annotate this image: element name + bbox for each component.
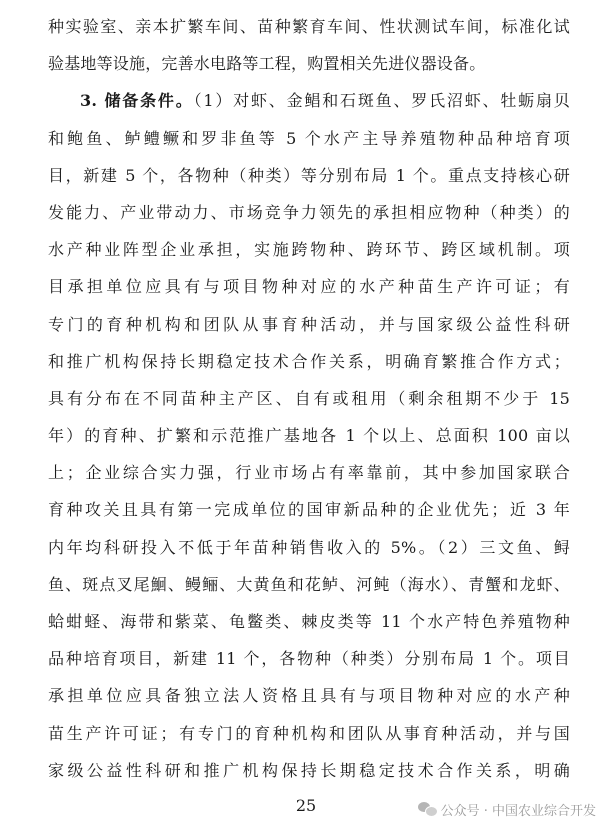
text-line-3 bbox=[48, 82, 570, 119]
text-line-21: 家级公益性科研和推广机构保持长期稳定技术合作关系，明确 bbox=[48, 760, 570, 780]
text-line-3-body: （1）对虾、金鲳和石斑鱼、罗氏沼虾、牡蛎扇贝 bbox=[193, 91, 570, 111]
watermark bbox=[418, 798, 596, 820]
text-line-16: 鱼、斑点叉尾鮰、鳗鲡、大黄鱼和花鲈、河鲀（海水）、青蟹和龙虾、 bbox=[48, 574, 570, 594]
text-line-7: 水产种业阵型企业承担，实施跨物种、跨环节、跨区域机制。项 bbox=[48, 240, 570, 260]
text-line-14: 育种攻关且具有第一完成单位的国审新品种的企业优先；近 3 年 bbox=[48, 500, 570, 520]
text-line-18: 品种培育项目，新建 11 个，各物种（种类）分别布局 1 个。项目 bbox=[48, 649, 570, 669]
text-line-15: 内年均科研投入不低于年苗种销售收入的 5%。（2）三文鱼、鲟 bbox=[48, 537, 570, 557]
page-number: 25 bbox=[295, 796, 317, 815]
text-line-1: 种实验室、亲本扩繁车间、苗种繁育车间、性状测试车间，标准化试 bbox=[48, 17, 570, 36]
text-line-13: 上；企业综合实力强，行业市场占有率靠前，其中参加国家联合 bbox=[48, 463, 570, 483]
text-line-17: 蛤蚶蛏、海带和紫菜、龟鳖类、棘皮类等 11 个水产特色养殖物种 bbox=[48, 612, 570, 631]
text-line-6: 发能力、产业带动力、市场竞争力领先的承担相应物种（种类）的 bbox=[48, 202, 570, 222]
body-text bbox=[48, 8, 570, 789]
text-line-11: 具有分布在不同苗种主产区、自有或租用（剩余租期不少于 15 bbox=[48, 388, 570, 408]
text-line-2: 验基地等设施，完善水电路等工程，购置相关先进仪器设备。 bbox=[48, 54, 486, 74]
section-heading: 3. 储备条件。 bbox=[80, 91, 194, 111]
text-line-8: 目承担单位应具有与项目物种对应的水产种苗生产许可证；有 bbox=[48, 277, 570, 297]
text-line-10: 和推广机构保持长期稳定技术合作关系，明确育繁推合作方式； bbox=[48, 351, 570, 371]
text-line-20: 苗生产许可证；有专门的育种机构和团队从事育种活动，并与国 bbox=[48, 723, 570, 743]
text-line-4: 和鲍鱼、鲈鳢鳜和罗非鱼等 5 个水产主导养殖物种品种培育项 bbox=[48, 128, 570, 148]
text-line-12: 年）的育种、扩繁和示范推广基地各 1 个以上、总面积 100 亩以 bbox=[48, 426, 570, 446]
wechat-icon bbox=[418, 801, 436, 817]
text-line-5: 目，新建 5 个，各物种（种类）等分别布局 1 个。重点支持核心研 bbox=[48, 165, 570, 185]
text-line-19: 承担单位应具备独立法人资格且具有与项目物种对应的水产种 bbox=[48, 686, 570, 706]
text-line-9: 专门的育种机构和团队从事育种活动，并与国家级公益性科研 bbox=[48, 314, 570, 334]
watermark-text: 公众号 · 中国农业综合开发 bbox=[440, 803, 596, 819]
